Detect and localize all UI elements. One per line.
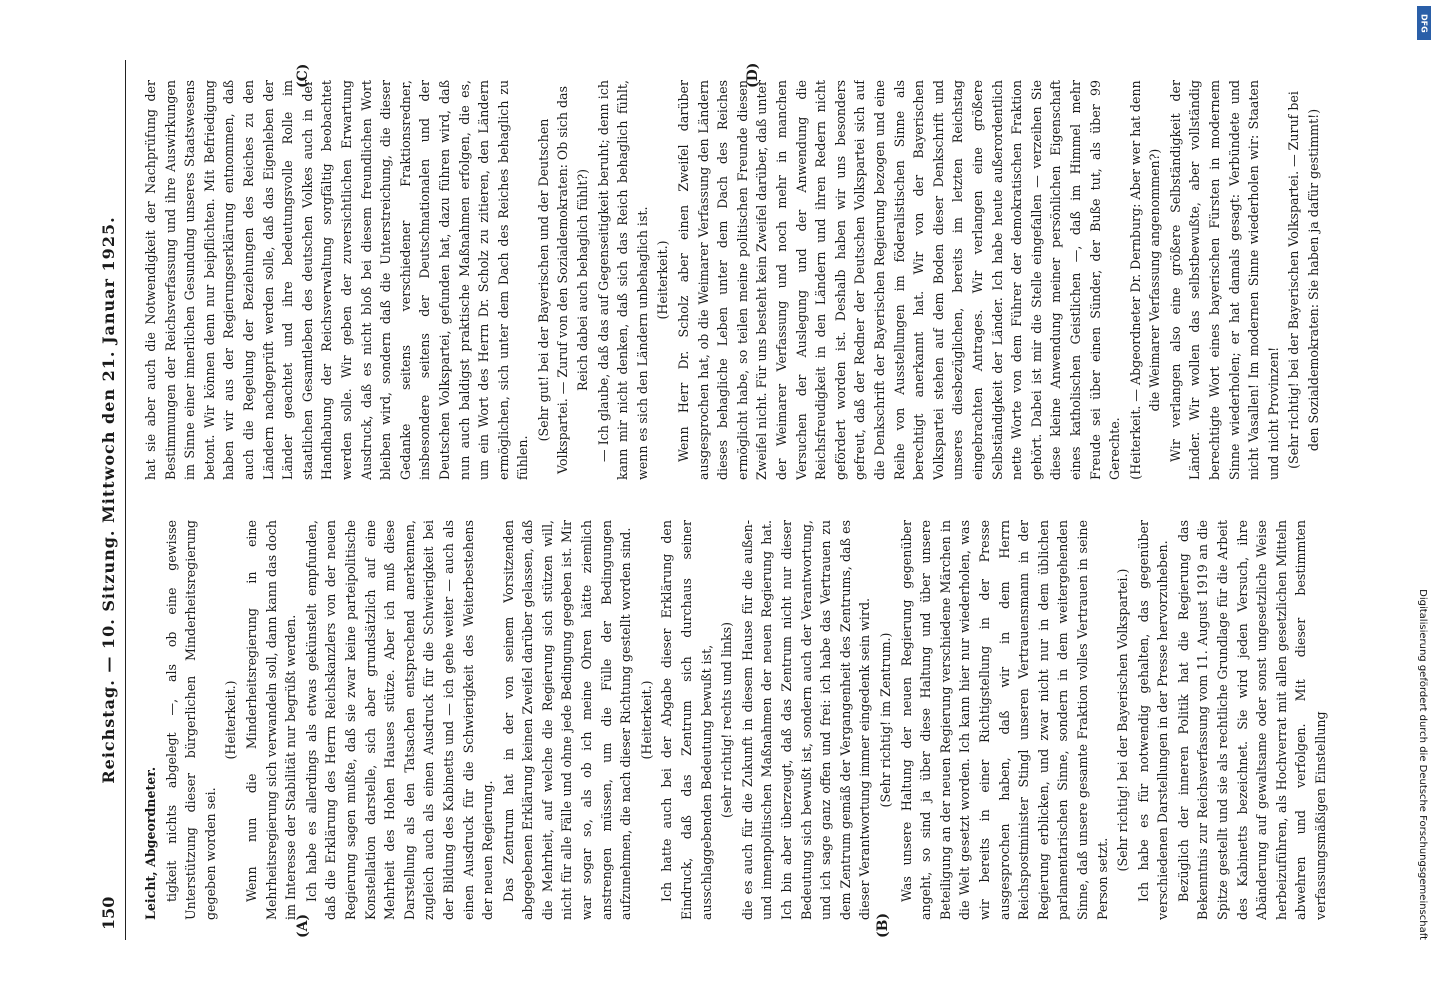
paragraph: Das Zentrum hat in der von seinem Vorsitzenden abgegebenen Erklärung keinen Zweifel darüber gelassen, daß die Mehrheit, auf welche die Regierung sich stützen will, nicht für alle Fälle und ohne jede Bedingung gegeben ist. Mir war sogar so, als ob ich meine Ohren hätte ziemlich anstrengen müssen, um die Fülle der Bedingungen aufzunehmen, die nach dieser Richtung gestellt worden sind. xyxy=(500,520,634,920)
paragraph: tigkeit nichts abgelegt —, als ob eine gewisse Unterstützung dieser bürgerlichen Minderheitsregierung gegeben worden sei. xyxy=(163,520,218,920)
digitization-credit: Digitalisierung gefördert durch die Deutsche Forschungsgemeinschaft xyxy=(1417,589,1428,940)
interjection: (Heiterkeit. — Abgeordneter Dr. Dernburg: Aber wer hat denn die Weimarer Verfassung angenommen?) xyxy=(1127,80,1163,480)
interjection: (Sehr gut! bei der Bayerischen und der Deutschen Volkspartei. — Zuruf von den Sozialdemokraten: Ob sich das Reich dabei auch behaglich fühlt?) xyxy=(535,85,591,475)
interjection: (Heiterkeit.) xyxy=(655,240,671,320)
interjection: (Sehr richtig! im Zentrum.) xyxy=(877,632,893,808)
paragraph: hat sie aber auch die Notwendigkeit der Nachprüfung der Bestimmungen der Reichsverfassung und ihre Auswirkungen im Sinne einer innerlichen Gesundung unseres Staatswesens betont. Wir können denn nur beipflichten. Mit Befriedigung haben wir aus der Regierungserklärung entnommen, daß auch die Regelung der Beziehungen des Reiches zu den Ländern nachgeprüft werden solle, daß das Eigenleben der Länder geachtet und ihre bedeutungsvolle Rolle im staatlichen Gesamtleben des deutschen Volkes auch in der Handhabung der Reichsverwaltung sorgfältig beobachtet werden solle. Wir geben der zuversichtlichen Erwartung Ausdruck, daß es nicht bloß bei diesem freundlichen Wort bleiben wird, sondern daß die Unterstreichung, die dieser Gedanke seitens verschiedener Fraktionsredner, insbesondere seitens der Deutschnationalen und der Deutschen Volkspartei, gefunden hat, dazu führen wird, daß nun auch baldigst praktische Maßnahmen erfolgen, die es, um ein Wort des Herrn Dr. Scholz zu zitieren, den Ländern ermöglichen, sich unter dem Dach des Reiches behaglich zu fühlen. xyxy=(143,80,531,480)
speaker-name: Leicht, Abgeordneter. xyxy=(143,766,158,920)
credit-sidebar xyxy=(1416,60,1432,940)
paragraph: die es auch für die Zukunft in diesem Hause für die außen- und innenpolitischen Maßnahmen der neuen Regierung hat. Ich bin aber überzeugt, daß das Zentrum nicht nur dieser Bedeutung sich bewußt ist, sondern auch der Verantwortung, und ich sage ganz offen und frei: ich habe das Vertrauen zu dem Zentrum gemäß der Vergangenheit des Zentrums, daß es dieser Verantwortung immer eingedenk sein wird. xyxy=(739,520,873,920)
paragraph: Wir verlangen also eine größere Selbständigkeit der Länder. Wir wollen das selbstbewußte, aber vollständig berechtigte Wort eines bayerischen Fürsten in modernem Sinne wiederholen; er hat damals gesagt: Verbündete und nicht Vasallen! Im modernen Sinne wiederholen wir: Staaten und nicht Provinzen! xyxy=(1167,80,1281,480)
margin-marker-d: (D) xyxy=(745,62,761,88)
dfg-logo: DFG xyxy=(1417,6,1431,40)
paragraph: Ich habe es für notwendig gehalten, das gegenüber verschiedenen Darstellungen in der Presse hervorzuheben. xyxy=(1135,520,1171,920)
paragraph: Was unsere Haltung der neuen Regierung gegenüber angeht, so sind ja über diese Haltung und über unsere Beteiligung an der neuen Regierung verschiedene Märchen in die Welt gesetzt worden. Ich kann hier nur wiederholen, was wir bereits in einer Richtigstellung in der Presse ausgesprochen haben, daß wir in dem Herrn Reichspostminister Stingl unseren Vertrauensmann in der Regierung erblicken, und zwar nicht nur in dem üblichen parlamentarischen Sinne, sondern in dem weitergehenden Sinne, daß unsere gesamte Fraktion volles Vertrauen in seine Person setzt. xyxy=(898,520,1110,920)
paragraph: Wenn Herr Dr. Scholz aber einen Zweifel darüber ausgesprochen hat, ob die Weimarer Verfassung den Ländern dieses behagliche Leben unter dem Dach des Reiches ermöglicht habe, so teilen meine politischen Freunde diesen Zweifel nicht. Für uns besteht kein Zweifel darüber, daß unter der Weimarer Verfassung und noch mehr in manchen Versuchen der Auslegung und der Anwendung die Reichsfreudigkeit in den Ländern und ihren Redern nicht gefördert worden ist. Deshalb haben wir uns besonders gefreut, daß der Redner der Deutschen Volkspartei sich auf die Denkschrift der Bayerischen Regierung bezogen und eine Reihe von Ausstellungen im föderalistischen Sinne als berechtigt anerkannt hat. Wir von der Bayerischen Volkspartei stehen auf dem Boden dieser Denkschrift und unseres diesbezüglichen, bereits im letzten Reichstag eingebrachten Antrages. Wir verlangen eine größere Selbständigkeit der Länder. Ich habe heute außerordentlich nette Worte von dem Führer der demokratischen Fraktion gehört. Dabei ist mir die Stelle eingefallen — verzeihen Sie diese kleine Anwendung meiner persönlichen Eigenschaft eines katholischen Geistlichen —, daß im Himmel mehr Freude sei über einen Sünder, der Buße tut, als über 99 Gerechte. xyxy=(676,80,1123,480)
interjection: (sehr richtig! rechts und links) xyxy=(719,622,735,819)
margin-marker-c: (C) xyxy=(295,63,311,88)
paragraph: Bezüglich der inneren Politik hat die Regierung das Bekenntnis zur Reichsverfassung vom 11. August 1919 an die Spitze gestellt und sie als rechtliche Grundlage für die Arbeit des Kabinetts bezeichnet. Sie wird jeden Versuch, ihre Abänderung auf gewaltsame oder sonst ungesetzliche Weise herbeizuführen, als Hochverrat mit allen gesetzlichen Mitteln abwehren und verfolgen. Mit dieser bestimmten verfassungsmäßigen Einstellung xyxy=(1175,520,1329,920)
interjection: (Heiterkeit.) xyxy=(223,680,239,760)
interjection: (Sehr richtig! bei der Bayerischen Volkspartei.) xyxy=(1115,568,1131,872)
margin-marker-b: (B) xyxy=(875,912,891,938)
right-text-column xyxy=(141,80,1341,480)
interjection: (Sehr richtig! bei der Bayerischen Volkspartei. — Zuruf bei den Sozialdemokraten: Sie haben ja dafür gestimmt!) xyxy=(1286,91,1322,469)
page-header xyxy=(95,60,126,940)
paragraph: Wenn nun die Minderheitsregierung in eine Mehrheitsregierung sich verwandeln soll, dann kann das doch im Interesse der Stabilität nur begrüßt werden. xyxy=(243,520,299,920)
page-number: 150 xyxy=(99,896,118,930)
paragraph: — Ich glaube, daß das auf Gegenseitigkeit beruht; denn ich kann mir nicht denken, daß sich das Reich behaglich fühlt, wenn es sich den Ländern unbehaglich ist. xyxy=(595,80,650,480)
paragraph: Ich habe es allerdings als etwas gekünstelt empfunden, daß die Erklärung des Herrn Reichskanzlers von der neuen Regierung sagen mußte, daß sie zwar keine parteipolitische Konstellation darstelle, sich aber grundsätzlich auf eine Mehrheit des Hohen Hauses stütze. Aber ich muß diese Darstellung als den Tatsachen entsprechend anerkennen, zugleich auch als einen Ausdruck für die Schwierigkeit bei der Bildung des Kabinetts und — ich gehe weiter — auch als einen Ausdruck für die Schwierigkeit des Weiterbestehens der neuen Regierung. xyxy=(303,520,496,920)
paragraph: Ich hatte auch bei der Abgabe dieser Erklärung den Eindruck, daß das Zentrum sich durchaus seiner ausschlaggebenden Bedeutung bewußt ist, xyxy=(659,520,714,920)
rotated-page-content xyxy=(95,60,1355,940)
margin-marker-a: (A) xyxy=(295,913,311,938)
interjection: (Heiterkeit.) xyxy=(638,680,654,760)
left-text-column xyxy=(141,520,1341,920)
page-title: Reichstag. — 10. Sitzung. Mittwoch den 21. Januar 1925. xyxy=(99,216,118,784)
